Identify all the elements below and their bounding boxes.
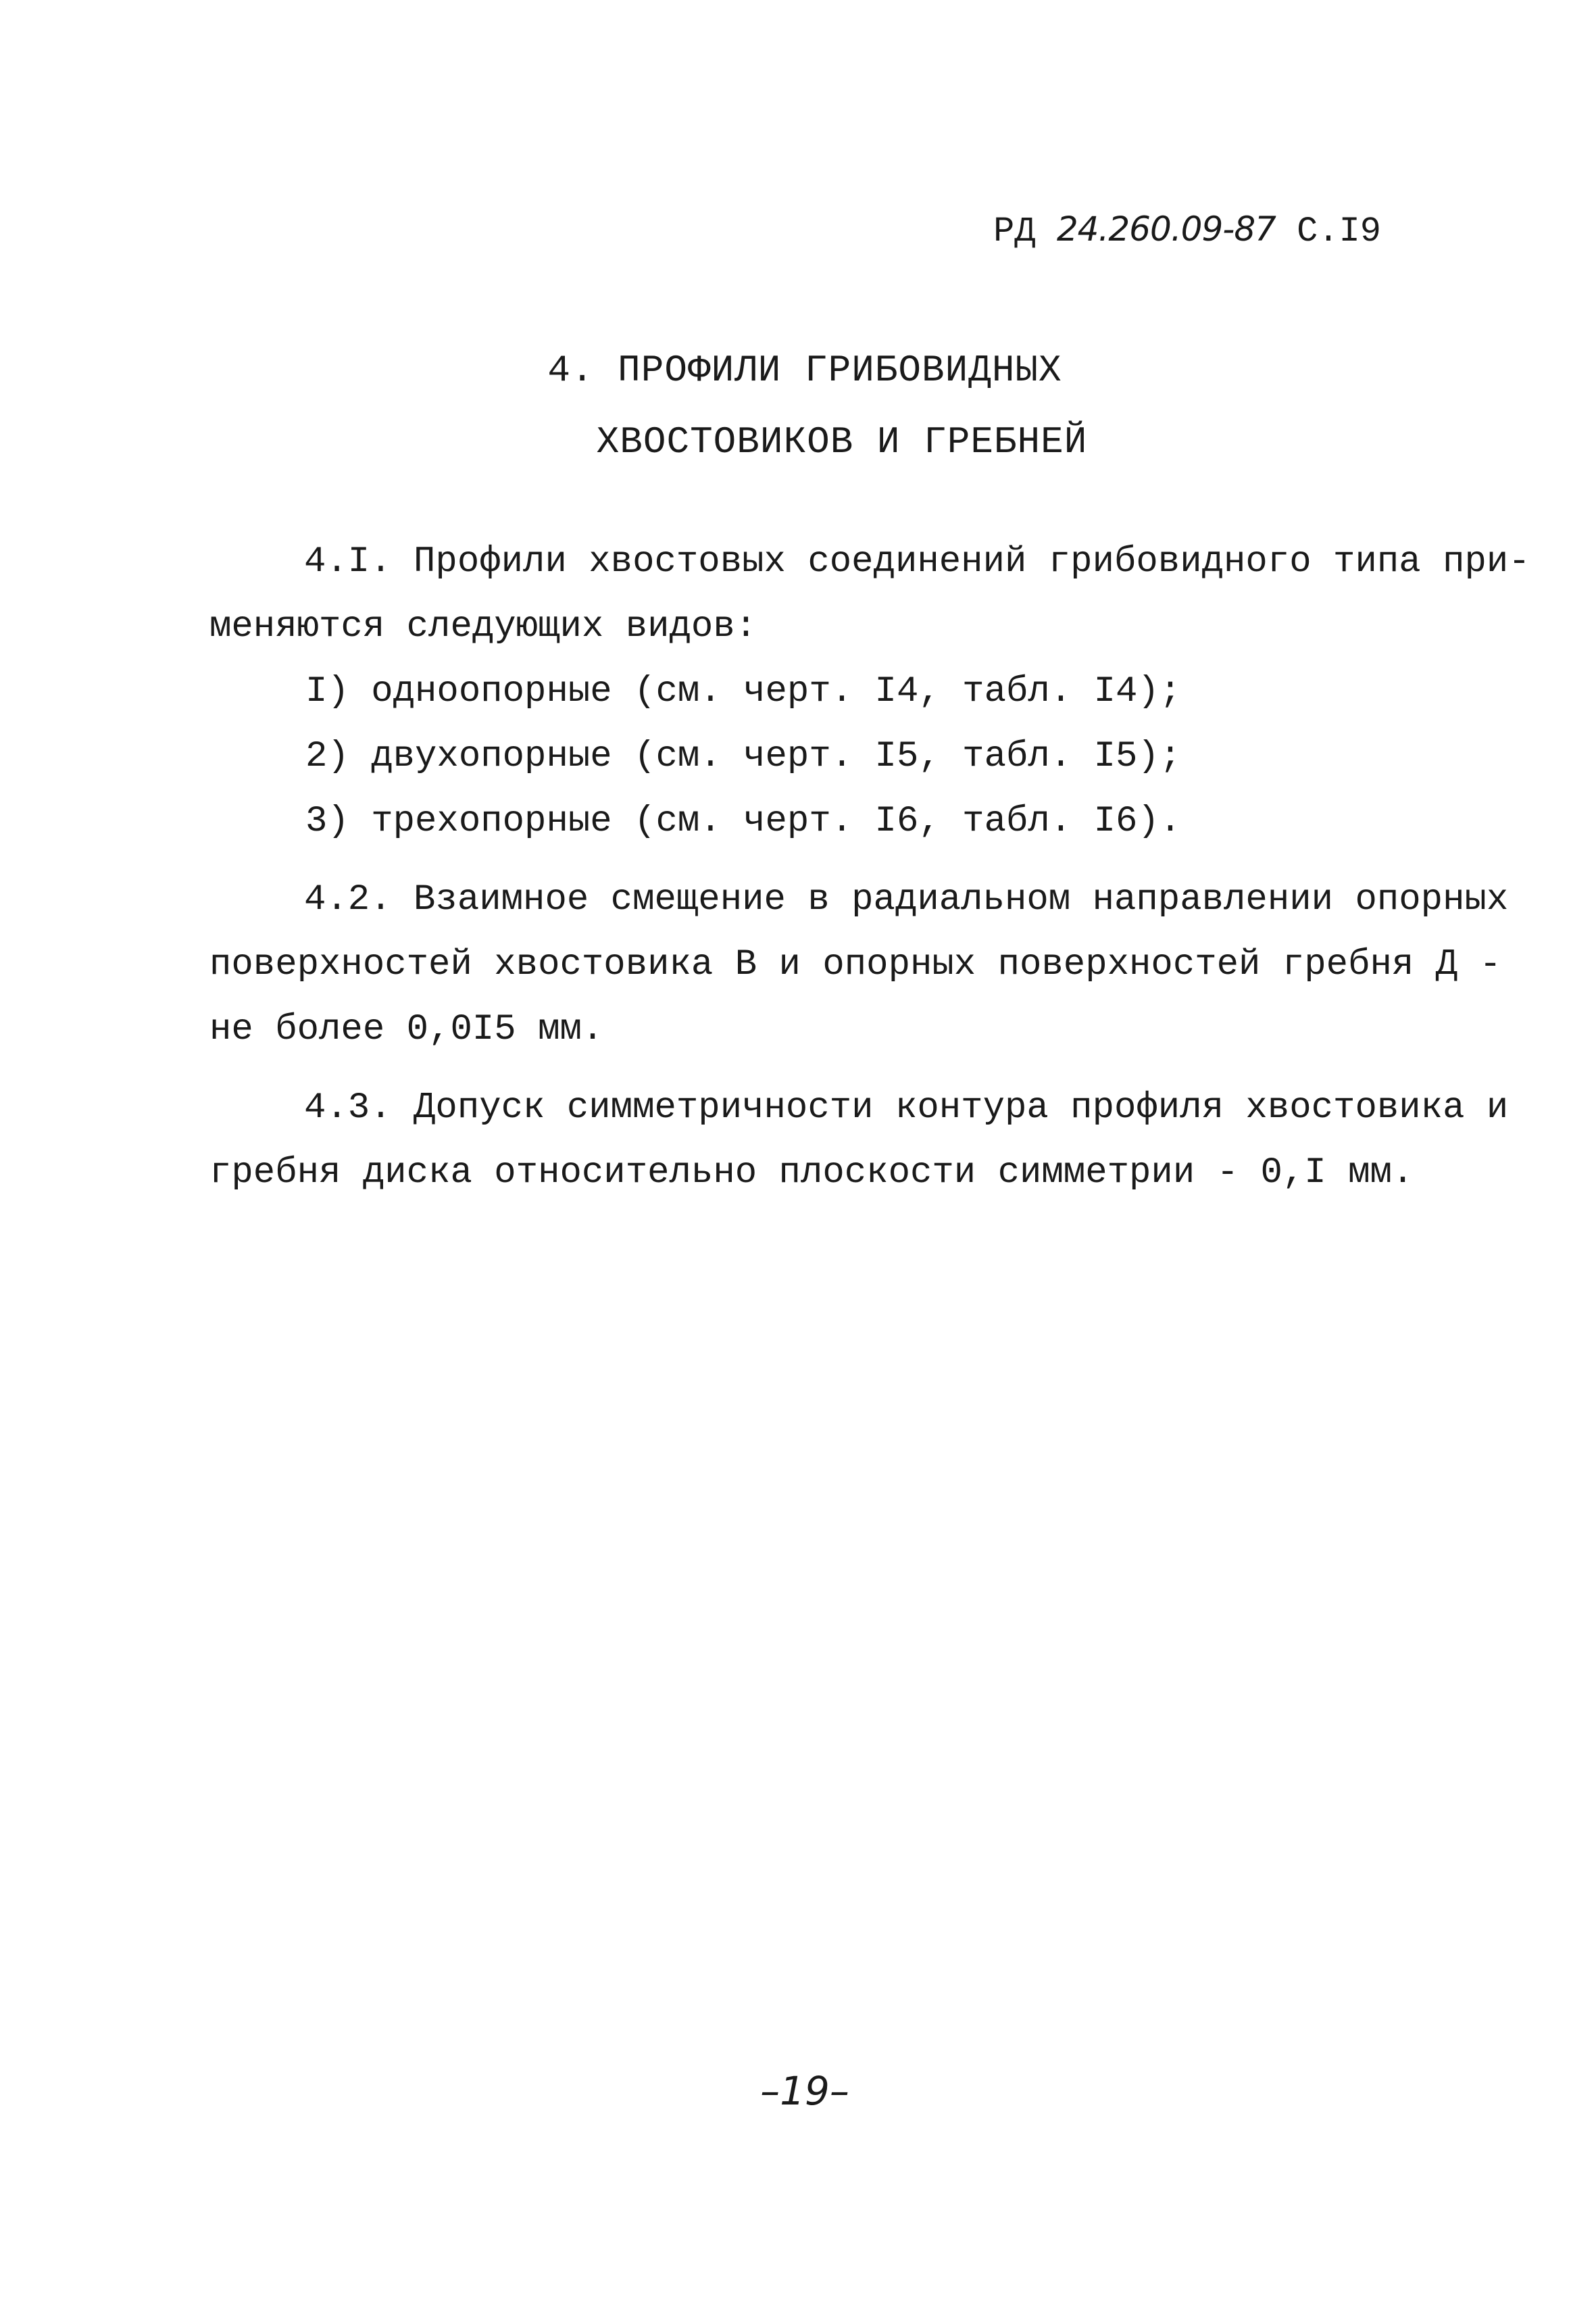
paragraph-4-2-line2: поверхностей хвостовика В и опорных поверхностей гребня Д - <box>209 944 1501 985</box>
list-item-2: 2) двухопорные (см. черт. I5, табл. I5); <box>305 736 1182 777</box>
list-item-1: I) одноопорные (см. черт. I4, табл. I4); <box>305 671 1182 712</box>
paragraph-4-2-line1: 4.2. Взаимное смещение в радиальном направлении опорных <box>304 879 1509 920</box>
doc-prefix: РД <box>993 212 1036 251</box>
paragraph-4-2-line3: не более 0,0I5 мм. <box>209 1009 604 1050</box>
section-title-line1: 4. ПРОФИЛИ ГРИБОВИДНЫХ <box>547 349 1062 392</box>
list-item-3: 3) трехопорные (см. черт. I6, табл. I6). <box>305 801 1182 842</box>
page-number: –19– <box>760 2068 849 2114</box>
document-code <box>993 210 1381 251</box>
section-title-line2: ХВОСТОВИКОВ И ГРЕБНЕЙ <box>596 420 1088 464</box>
paragraph-4-3-line1: 4.3. Допуск симметричности контура профиля хвостовика и <box>304 1087 1509 1129</box>
paragraph-4-3-line2: гребня диска относительно плоскости симметрии - 0,I мм. <box>209 1152 1414 1193</box>
doc-number: 24.260.09-87 <box>1056 210 1276 249</box>
page-label: С.I9 <box>1297 212 1381 251</box>
paragraph-4-1-line2: меняются следующих видов: <box>209 606 757 647</box>
paragraph-4-1-line1: 4.I. Профили хвостовых соединений грибовидного типа при- <box>304 541 1530 583</box>
